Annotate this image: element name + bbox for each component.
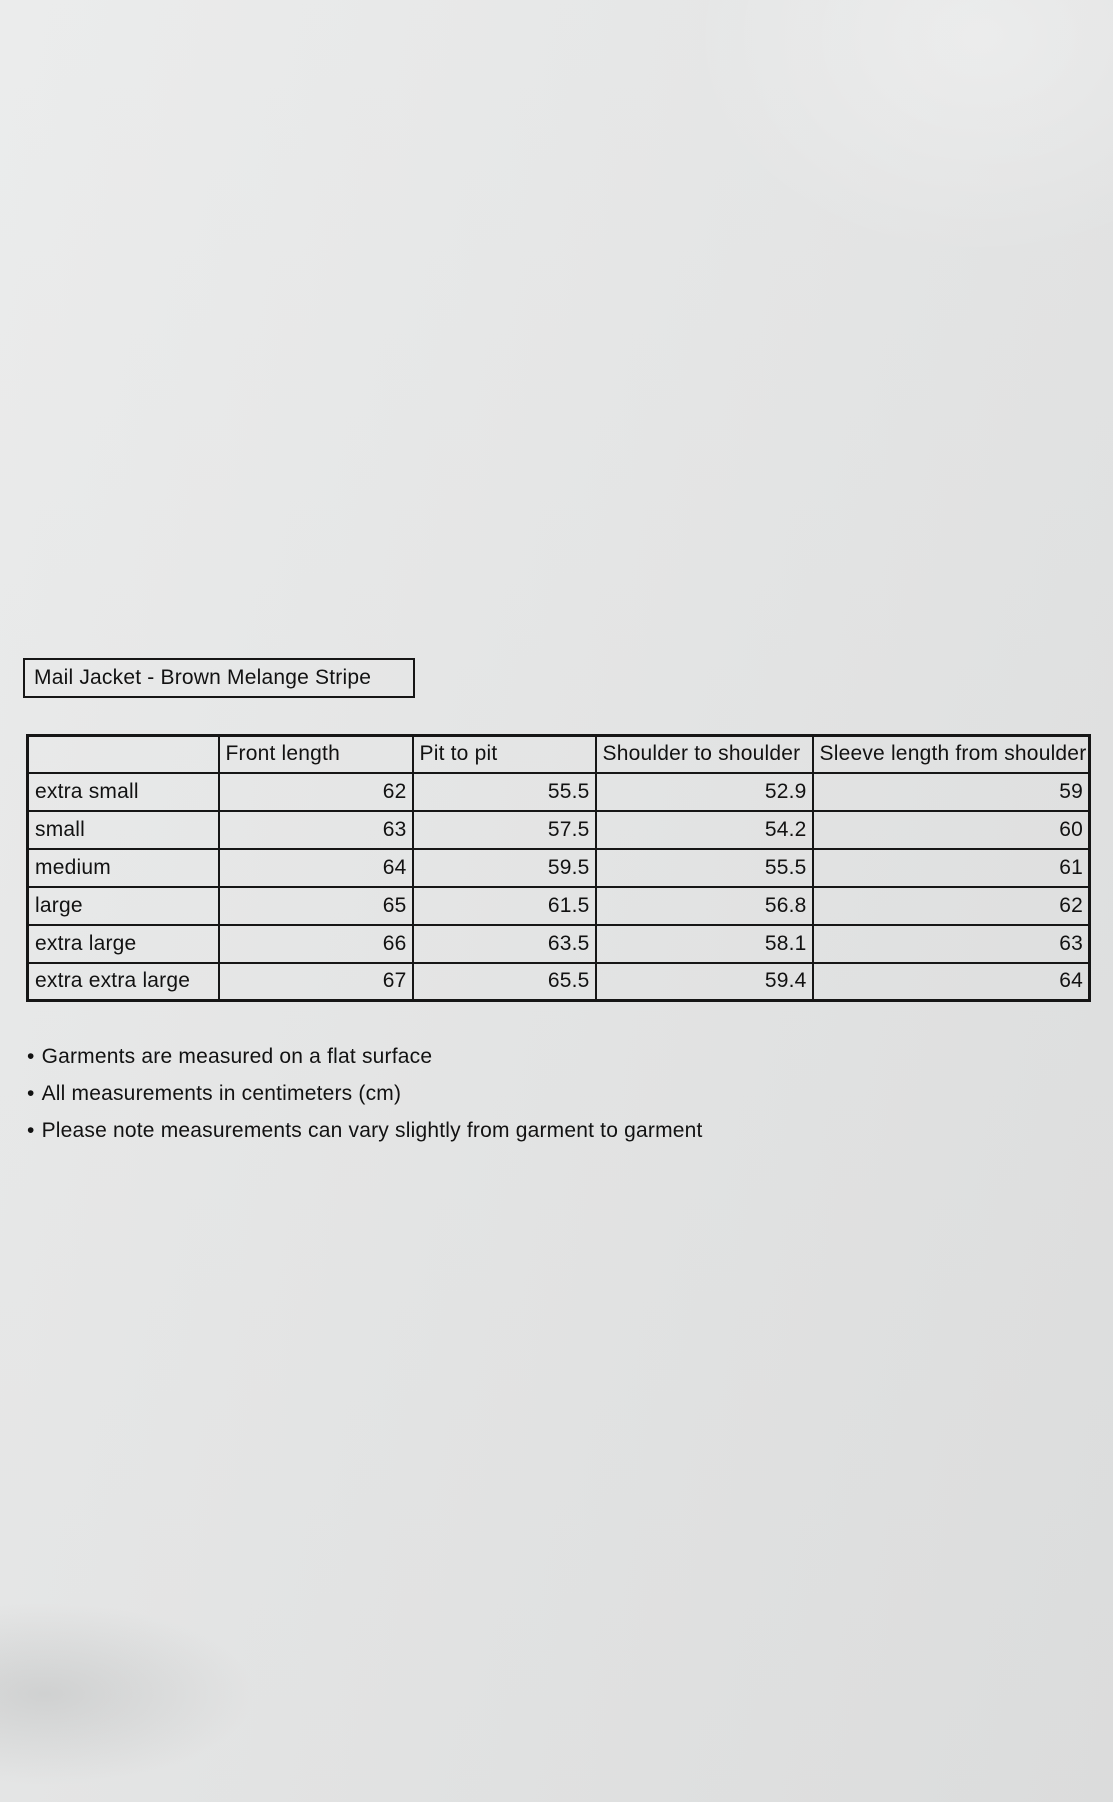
measurement-notes bbox=[27, 1045, 703, 1156]
table-row bbox=[28, 773, 1090, 811]
bullet-icon: • bbox=[27, 1045, 35, 1068]
pit-to-pit-value: 57.5 bbox=[413, 811, 596, 849]
size-label: medium bbox=[28, 849, 219, 887]
header-cell-front-length: Front length bbox=[219, 736, 413, 773]
front-length-value: 67 bbox=[219, 963, 413, 1001]
size-label: large bbox=[28, 887, 219, 925]
pit-to-pit-value: 59.5 bbox=[413, 849, 596, 887]
pit-to-pit-value: 61.5 bbox=[413, 887, 596, 925]
size-label: extra small bbox=[28, 773, 219, 811]
shoulder-value: 58.1 bbox=[596, 925, 813, 963]
sleeve-value: 63 bbox=[813, 925, 1090, 963]
size-label: extra extra large bbox=[28, 963, 219, 1001]
bullet-icon: • bbox=[27, 1082, 35, 1105]
front-length-value: 66 bbox=[219, 925, 413, 963]
front-length-value: 62 bbox=[219, 773, 413, 811]
pit-to-pit-value: 63.5 bbox=[413, 925, 596, 963]
header-cell-shoulder-to-shoulder: Shoulder to shoulder bbox=[596, 736, 813, 773]
note-text: All measurements in centimeters (cm) bbox=[41, 1082, 402, 1105]
pit-to-pit-value: 55.5 bbox=[413, 773, 596, 811]
header-cell-sleeve-length: Sleeve length from shoulder bbox=[813, 736, 1090, 773]
sleeve-value: 64 bbox=[813, 963, 1090, 1001]
shoulder-value: 55.5 bbox=[596, 849, 813, 887]
sleeve-value: 62 bbox=[813, 887, 1090, 925]
table-header-row bbox=[28, 736, 1090, 773]
table-row bbox=[28, 811, 1090, 849]
product-title: Mail Jacket - Brown Melange Stripe bbox=[34, 666, 372, 689]
size-chart-table bbox=[26, 734, 1091, 1002]
header-cell-empty bbox=[28, 736, 219, 773]
shoulder-value: 54.2 bbox=[596, 811, 813, 849]
note-text: Garments are measured on a flat surface bbox=[41, 1045, 433, 1068]
shoulder-value: 52.9 bbox=[596, 773, 813, 811]
bullet-icon: • bbox=[27, 1119, 35, 1142]
shoulder-value: 56.8 bbox=[596, 887, 813, 925]
sleeve-value: 59 bbox=[813, 773, 1090, 811]
front-length-value: 63 bbox=[219, 811, 413, 849]
front-length-value: 64 bbox=[219, 849, 413, 887]
table-row bbox=[28, 963, 1090, 1001]
note-text: Please note measurements can vary slightly from garment to garment bbox=[41, 1119, 703, 1142]
sleeve-value: 61 bbox=[813, 849, 1090, 887]
header-cell-pit-to-pit: Pit to pit bbox=[413, 736, 596, 773]
front-length-value: 65 bbox=[219, 887, 413, 925]
size-label: small bbox=[28, 811, 219, 849]
table-row bbox=[28, 849, 1090, 887]
table-row bbox=[28, 887, 1090, 925]
table-row bbox=[28, 925, 1090, 963]
size-label: extra large bbox=[28, 925, 219, 963]
note-line bbox=[27, 1119, 703, 1142]
product-title-box bbox=[23, 658, 415, 698]
sleeve-value: 60 bbox=[813, 811, 1090, 849]
note-line bbox=[27, 1082, 703, 1105]
note-line bbox=[27, 1045, 703, 1068]
pit-to-pit-value: 65.5 bbox=[413, 963, 596, 1001]
shoulder-value: 59.4 bbox=[596, 963, 813, 1001]
